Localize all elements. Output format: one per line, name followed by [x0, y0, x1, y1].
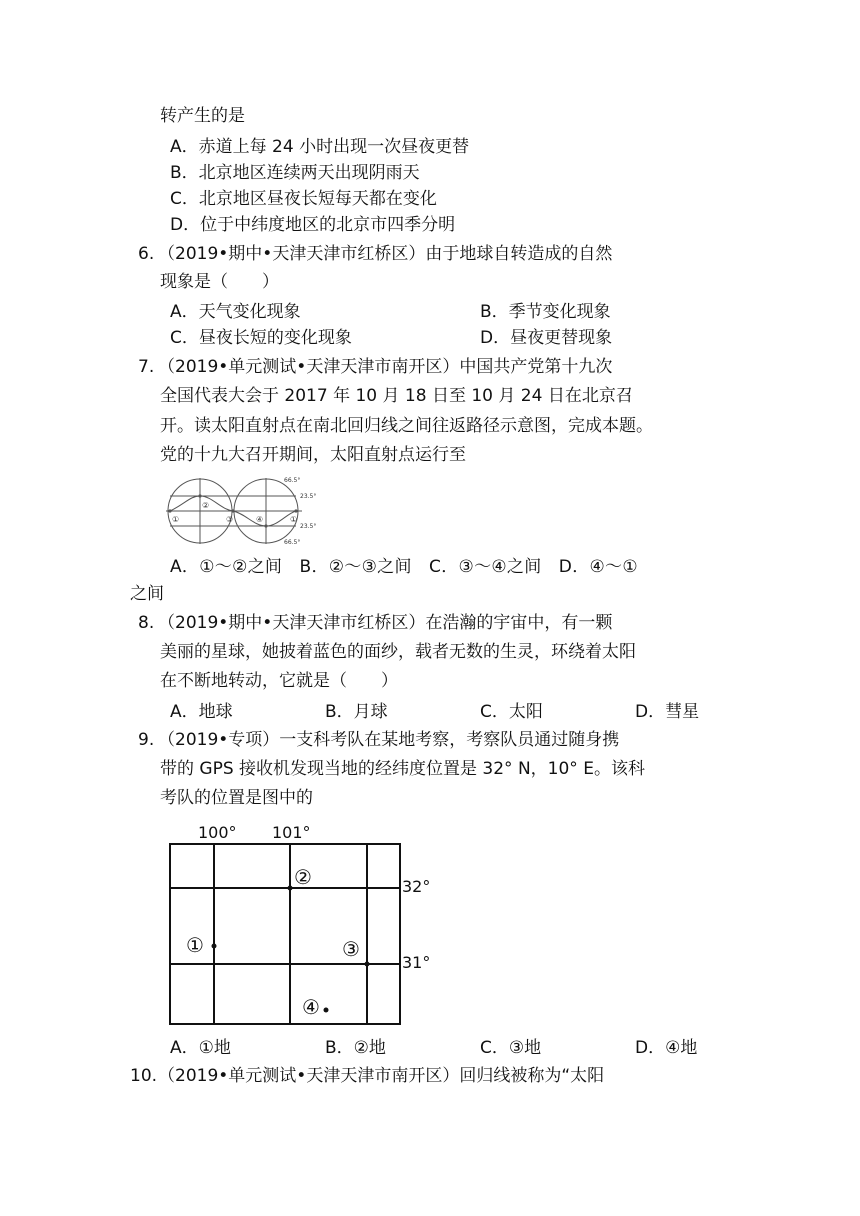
- q5-option-a: A．赤道上每 24 小时出现一次昼夜更替: [170, 137, 470, 157]
- point-2: ②: [294, 865, 312, 889]
- q8-stem-line-1: （2019•期中•天津天津市红桥区）在浩瀚的宇宙中，有一颗: [158, 613, 613, 633]
- lon-label-101: 101°: [272, 823, 311, 842]
- q5-option-b: B．北京地区连续两天出现阴雨天: [170, 163, 420, 183]
- marker-1-left: ①: [172, 515, 180, 524]
- q9-option-d: D．④地: [635, 1038, 698, 1058]
- q6-option-a: A．天气变化现象: [170, 302, 301, 322]
- lat-label-23-south: 23.5°: [300, 523, 317, 530]
- q9-stem-line-1: （2019•专项）一支科考队在某地考察，考察队员通过随身携: [158, 730, 620, 750]
- q8-option-c: C．太阳: [480, 702, 543, 722]
- q5-stem-tail: 转产生的是: [160, 106, 245, 126]
- q9-number: 9.: [138, 730, 155, 750]
- lon-label-100: 100°: [198, 823, 237, 842]
- q7-number: 7.: [138, 357, 155, 377]
- q5-option-c: C．北京地区昼夜长短每天都在变化: [170, 189, 437, 209]
- lat-label-23-north: 23.5°: [300, 493, 317, 500]
- q7-options-wrap: 之间: [130, 584, 164, 604]
- q8-stem-line-2: 美丽的星球，她披着蓝色的面纱，载者无数的生灵，环绕着太阳: [160, 642, 636, 662]
- point-4: ④: [302, 995, 320, 1019]
- q9-option-b: B．②地: [325, 1038, 386, 1058]
- q7-stem-line-2: 全国代表大会于 2017 年 10 月 18 日至 10 月 24 日在北京召: [160, 386, 633, 406]
- q7-stem-line-3: 开。读太阳直射点在南北回归线之间往返路径示意图，完成本题。: [160, 416, 653, 436]
- q6-option-d: D．昼夜更替现象: [480, 328, 613, 348]
- q9-stem-line-3: 考队的位置是图中的: [160, 788, 313, 808]
- marker-4: ④: [256, 515, 264, 524]
- q10-stem: （2019•单元测试•天津天津市南开区）回归线被称为“太阳: [158, 1066, 605, 1086]
- lat-label-66-south: 66.5°: [284, 539, 301, 546]
- q7-options: A．①～②之间 B．②～③之间 C．③～④之间 D．④～①: [170, 557, 638, 577]
- point-1: ①: [186, 933, 204, 957]
- solar-path-diagram: [160, 474, 320, 546]
- q8-option-d: D．彗星: [635, 702, 700, 722]
- q6-stem-line-1: （2019•期中•天津天津市红桥区）由于地球自转造成的自然: [158, 244, 613, 264]
- q10-number: 10.: [130, 1066, 158, 1086]
- q7-stem-line-1: （2019•单元测试•天津天津市南开区）中国共产党第十九次: [158, 357, 613, 377]
- q8-option-b: B．月球: [325, 702, 388, 722]
- q8-stem-line-3: 在不断地转动，它就是（ ）: [160, 671, 398, 691]
- lat-lon-grid-map: [160, 818, 450, 1030]
- marker-2: ②: [202, 501, 210, 510]
- point-3: ③: [342, 937, 360, 961]
- q8-option-a: A．地球: [170, 702, 233, 722]
- q9-stem-line-2: 带的 GPS 接收机发现当地的经纬度位置是 32° N，10° E。该科: [160, 759, 645, 779]
- q6-option-c: C．昼夜长短的变化现象: [170, 328, 352, 348]
- q8-number: 8.: [138, 613, 155, 633]
- lat-label-31: 31°: [402, 953, 431, 972]
- q9-option-c: C．③地: [480, 1038, 542, 1058]
- marker-3: ③: [226, 515, 234, 524]
- q5-option-d: D．位于中纬度地区的北京市四季分明: [170, 215, 456, 235]
- q6-stem-line-2: 现象是（ ）: [160, 272, 279, 292]
- q7-stem-line-4: 党的十九大召开期间，太阳直射点运行至: [160, 445, 466, 465]
- q6-option-b: B．季节变化现象: [480, 302, 611, 322]
- q6-number: 6.: [138, 244, 155, 264]
- lat-label-32: 32°: [402, 877, 431, 896]
- q9-option-a: A．①地: [170, 1038, 231, 1058]
- lat-label-66-north: 66.5°: [284, 477, 301, 484]
- marker-1-right: ①: [290, 515, 298, 524]
